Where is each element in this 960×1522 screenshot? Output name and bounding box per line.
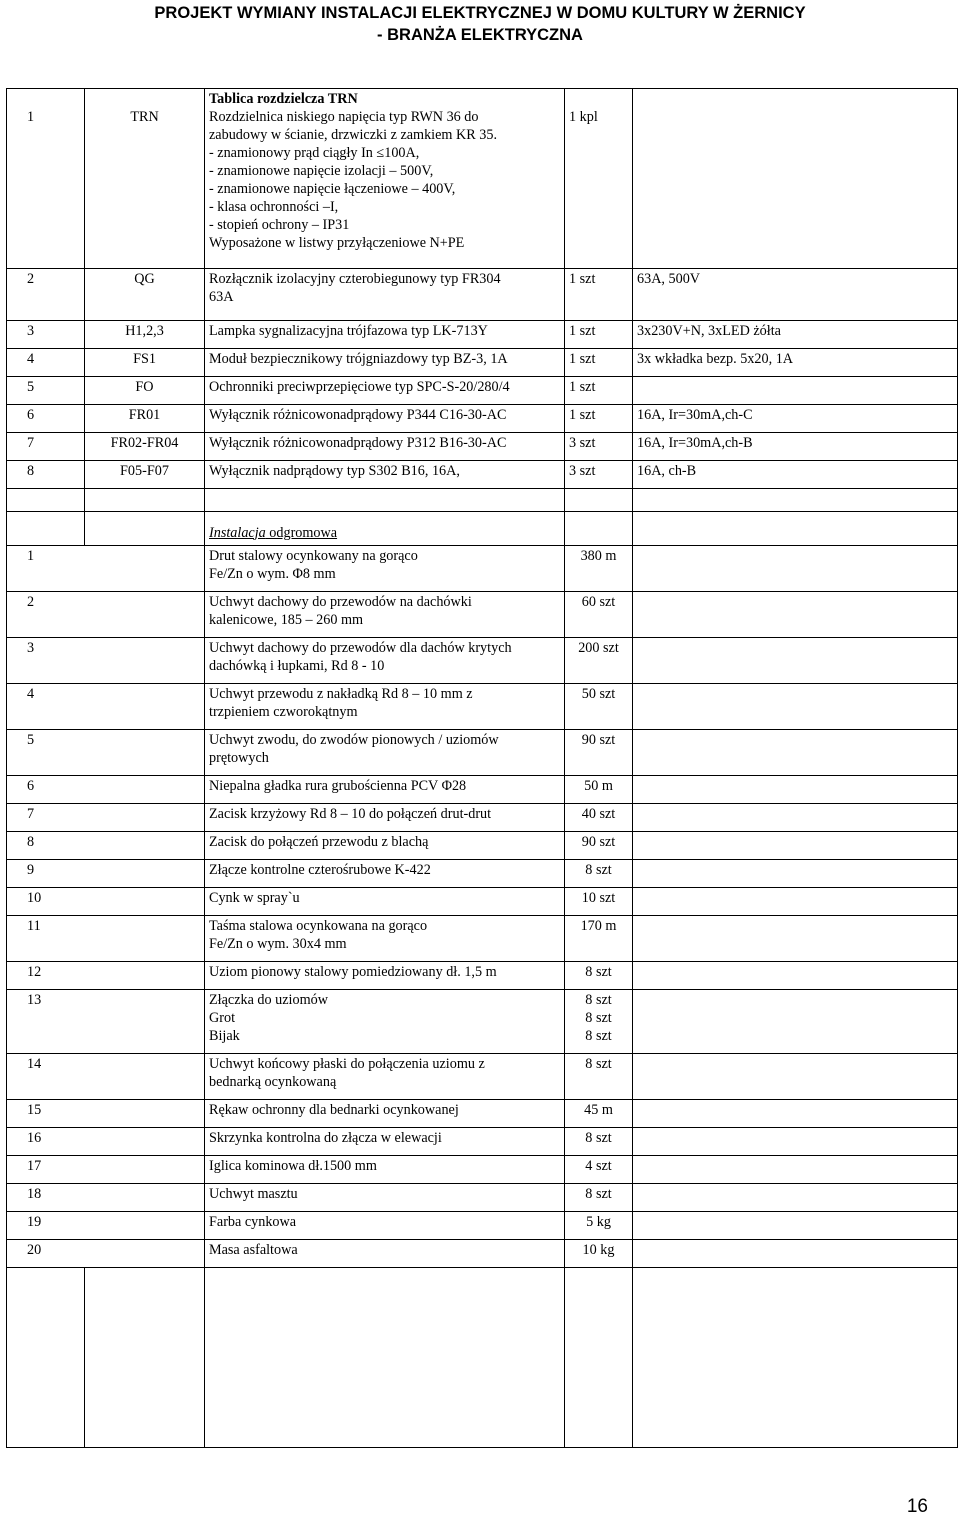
- table-row: [7, 268, 958, 320]
- table-row: [7, 1053, 958, 1099]
- table-row: [7, 887, 958, 915]
- table-row: [7, 108, 958, 268]
- item-description: Taśma stalowa ocynkowana na gorąco Fe/Zn o wym. 30x4 mm: [205, 915, 565, 961]
- table-row: [7, 1183, 958, 1211]
- item-description: Lampka sygnalizacyjna trójfazowa typ LK-713Y: [205, 320, 565, 348]
- empty-cell: [85, 89, 205, 109]
- item-symbol: FO: [85, 376, 205, 404]
- header-title: PROJEKT WYMIANY INSTALACJI ELEKTRYCZNEJ W DOMU KULTURY W ŻERNICY: [154, 4, 806, 22]
- item-description: Złącze kontrolne czterośrubowe K-422: [205, 859, 565, 887]
- item-number: 8: [7, 460, 85, 488]
- section-title: [205, 511, 565, 545]
- item-quantity: 90 szt: [565, 729, 633, 775]
- item-description: Wyłącznik różnicowonadprądowy P312 B16-30-AC: [205, 432, 565, 460]
- item-description: Zacisk do połączeń przewodu z blachą: [205, 831, 565, 859]
- item-quantity: 1 szt: [565, 404, 633, 432]
- item-parameters: [633, 961, 958, 989]
- item-symbol: TRN: [85, 108, 205, 268]
- item-quantity: 50 szt: [565, 683, 633, 729]
- item-number: 19: [7, 1211, 205, 1239]
- item-description: Rozłącznik izolacyjny czterobiegunowy typ FR304 63A: [205, 268, 565, 320]
- empty-cell: [85, 1267, 205, 1447]
- item-number: 3: [7, 637, 205, 683]
- item-symbol: QG: [85, 268, 205, 320]
- table-row: [7, 1155, 958, 1183]
- spacer-row: [7, 488, 958, 511]
- item-symbol: FR01: [85, 404, 205, 432]
- table-row: [7, 432, 958, 460]
- document-header: [0, 2, 960, 46]
- item-quantity: 1 szt: [565, 320, 633, 348]
- item-parameters: [633, 803, 958, 831]
- item-parameters: [633, 1211, 958, 1239]
- item-description: Złączka do uziomów Grot Bijak: [205, 989, 565, 1053]
- empty-row: [7, 1267, 958, 1447]
- item-quantity: 8 szt: [565, 1053, 633, 1099]
- item-quantity: 1 szt: [565, 348, 633, 376]
- item-number: 20: [7, 1239, 205, 1267]
- table-row: [7, 545, 958, 591]
- item-quantity: 8 szt: [565, 1183, 633, 1211]
- item-number: 6: [7, 404, 85, 432]
- item-description: Uziom pionowy stalowy pomiedziowany dł. 1,5 m: [205, 961, 565, 989]
- table-row: [7, 1239, 958, 1267]
- table-row: [7, 729, 958, 775]
- table-row: [7, 831, 958, 859]
- item-parameters: [633, 108, 958, 268]
- item-number: 7: [7, 432, 85, 460]
- item-description: Uchwyt przewodu z nakładką Rd 8 – 10 mm z trzpieniem czworokątnym: [205, 683, 565, 729]
- item-number: 2: [7, 268, 85, 320]
- item-parameters: 16A, Ir=30mA,ch-B: [633, 432, 958, 460]
- item-quantity: 8 szt: [565, 859, 633, 887]
- item-description: Rozdzielnica niskiego napięcia typ RWN 36 do zabudowy w ścianie, drzwiczki z zamkiem KR 35. - znamionowy prąd ciągły In ≤100A, - znamionowe napięcie izolacji – 500V, - znamionowe napięcie łączeniowe – 400V, - klasa ochronności –I, - stopień ochrony – IP31 Wyposażone w listwy przyłączeniowe N+PE: [205, 108, 565, 268]
- section-title-row: [7, 511, 958, 545]
- item-description: Drut stalowy ocynkowany na gorąco Fe/Zn o wym. Φ8 mm: [205, 545, 565, 591]
- item-number: 3: [7, 320, 85, 348]
- item-description: Uchwyt dachowy do przewodów dla dachów krytych dachówką i łupkami, Rd 8 - 10: [205, 637, 565, 683]
- table-row: [7, 404, 958, 432]
- item-quantity: 170 m: [565, 915, 633, 961]
- item-symbol: FS1: [85, 348, 205, 376]
- item-description: Farba cynkowa: [205, 1211, 565, 1239]
- item-parameters: [633, 637, 958, 683]
- item-number: 16: [7, 1127, 205, 1155]
- item-number: 17: [7, 1155, 205, 1183]
- item-number: 9: [7, 859, 205, 887]
- section-title-row: [7, 89, 958, 109]
- item-description: Rękaw ochronny dla bednarki ocynkowanej: [205, 1099, 565, 1127]
- section-title: Tablica rozdzielcza TRN: [205, 89, 565, 109]
- table-row: [7, 683, 958, 729]
- item-parameters: [633, 1099, 958, 1127]
- table-row: [7, 591, 958, 637]
- item-parameters: [633, 1239, 958, 1267]
- item-parameters: [633, 729, 958, 775]
- empty-cell: [633, 511, 958, 545]
- item-parameters: 16A, ch-B: [633, 460, 958, 488]
- empty-cell: [565, 511, 633, 545]
- item-quantity: 45 m: [565, 1099, 633, 1127]
- empty-cell: [7, 511, 85, 545]
- item-number: 2: [7, 591, 205, 637]
- item-parameters: [633, 989, 958, 1053]
- item-quantity: 8 szt: [565, 961, 633, 989]
- item-parameters: 3x wkładka bezp. 5x20, 1A: [633, 348, 958, 376]
- item-parameters: 63A, 500V: [633, 268, 958, 320]
- item-symbol: H1,2,3: [85, 320, 205, 348]
- item-number: 1: [7, 545, 205, 591]
- item-description: Uchwyt masztu: [205, 1183, 565, 1211]
- table-row: [7, 320, 958, 348]
- empty-cell: [633, 89, 958, 109]
- bill-of-materials-table: [6, 88, 958, 1448]
- item-parameters: [633, 1183, 958, 1211]
- table-row: [7, 961, 958, 989]
- item-parameters: 3x230V+N, 3xLED żółta: [633, 320, 958, 348]
- item-number: 6: [7, 775, 205, 803]
- table-row: [7, 775, 958, 803]
- empty-cell: [633, 488, 958, 511]
- item-number: 5: [7, 376, 85, 404]
- empty-cell: [7, 488, 85, 511]
- empty-cell: [565, 1267, 633, 1447]
- table-row: [7, 915, 958, 961]
- item-quantity: 8 szt 8 szt 8 szt: [565, 989, 633, 1053]
- item-quantity: 4 szt: [565, 1155, 633, 1183]
- table-row: [7, 637, 958, 683]
- item-parameters: [633, 887, 958, 915]
- item-description: Wyłącznik nadprądowy typ S302 B16, 16A,: [205, 460, 565, 488]
- item-parameters: [633, 1053, 958, 1099]
- item-parameters: [633, 1155, 958, 1183]
- item-description: Moduł bezpiecznikowy trójgniazdowy typ BZ-3, 1A: [205, 348, 565, 376]
- empty-cell: [565, 89, 633, 109]
- item-number: 18: [7, 1183, 205, 1211]
- item-quantity: 3 szt: [565, 432, 633, 460]
- table-row: [7, 989, 958, 1053]
- item-number: 8: [7, 831, 205, 859]
- item-description: Uchwyt końcowy płaski do połączenia uziomu z bednarką ocynkowaną: [205, 1053, 565, 1099]
- empty-cell: [7, 1267, 85, 1447]
- item-symbol: F05-F07: [85, 460, 205, 488]
- item-parameters: [633, 591, 958, 637]
- table-row: [7, 376, 958, 404]
- item-parameters: 16A, Ir=30mA,ch-C: [633, 404, 958, 432]
- item-number: 13: [7, 989, 205, 1053]
- table-row: [7, 1127, 958, 1155]
- item-number: 15: [7, 1099, 205, 1127]
- empty-cell: [205, 1267, 565, 1447]
- table-row: [7, 460, 958, 488]
- item-number: 1: [7, 108, 85, 268]
- item-number: 5: [7, 729, 205, 775]
- empty-cell: [633, 1267, 958, 1447]
- item-quantity: 200 szt: [565, 637, 633, 683]
- item-quantity: 8 szt: [565, 1127, 633, 1155]
- item-parameters: [633, 545, 958, 591]
- table-row: [7, 348, 958, 376]
- item-description: Ochronniki preciwprzepięciowe typ SPC-S-20/280/4: [205, 376, 565, 404]
- item-description: Uchwyt dachowy do przewodów na dachówki kalenicowe, 185 – 260 mm: [205, 591, 565, 637]
- item-description: Zacisk krzyżowy Rd 8 – 10 do połączeń drut-drut: [205, 803, 565, 831]
- item-quantity: 10 szt: [565, 887, 633, 915]
- item-description: Uchwyt zwodu, do zwodów pionowych / uziomów prętowych: [205, 729, 565, 775]
- item-parameters: [633, 1127, 958, 1155]
- section-title-italic: Instalacja: [209, 524, 266, 541]
- item-parameters: [633, 831, 958, 859]
- item-description: Masa asfaltowa: [205, 1239, 565, 1267]
- item-parameters: [633, 683, 958, 729]
- table-row: [7, 803, 958, 831]
- item-symbol: FR02-FR04: [85, 432, 205, 460]
- item-quantity: 3 szt: [565, 460, 633, 488]
- item-quantity: 50 m: [565, 775, 633, 803]
- empty-cell: [565, 488, 633, 511]
- empty-cell: [85, 511, 205, 545]
- item-parameters: [633, 775, 958, 803]
- item-quantity: 380 m: [565, 545, 633, 591]
- item-quantity: 1 kpl: [565, 108, 633, 268]
- table-row: [7, 859, 958, 887]
- empty-cell: [205, 488, 565, 511]
- item-quantity: 1 szt: [565, 376, 633, 404]
- item-description: Wyłącznik różnicowonadprądowy P344 C16-30-AC: [205, 404, 565, 432]
- item-number: 12: [7, 961, 205, 989]
- item-description: Iglica kominowa dł.1500 mm: [205, 1155, 565, 1183]
- item-number: 14: [7, 1053, 205, 1099]
- item-description: Niepalna gładka rura grubościenna PCV Φ28: [205, 775, 565, 803]
- section-title-rest: odgromowa: [265, 524, 338, 541]
- page-number: 16: [906, 1496, 928, 1517]
- item-quantity: 40 szt: [565, 803, 633, 831]
- item-number: 7: [7, 803, 205, 831]
- item-description: Cynk w spray`u: [205, 887, 565, 915]
- item-number: 4: [7, 348, 85, 376]
- item-number: 10: [7, 887, 205, 915]
- item-number: 11: [7, 915, 205, 961]
- table-row: [7, 1211, 958, 1239]
- item-quantity: 90 szt: [565, 831, 633, 859]
- item-number: 4: [7, 683, 205, 729]
- item-quantity: 5 kg: [565, 1211, 633, 1239]
- item-quantity: 60 szt: [565, 591, 633, 637]
- item-quantity: 1 szt: [565, 268, 633, 320]
- table-row: [7, 1099, 958, 1127]
- item-parameters: [633, 915, 958, 961]
- item-quantity: 10 kg: [565, 1239, 633, 1267]
- item-parameters: [633, 859, 958, 887]
- item-parameters: [633, 376, 958, 404]
- header-subtitle: - BRANŻA ELEKTRYCZNA: [377, 26, 583, 44]
- empty-cell: [7, 89, 85, 109]
- item-description: Skrzynka kontrolna do złącza w elewacji: [205, 1127, 565, 1155]
- empty-cell: [85, 488, 205, 511]
